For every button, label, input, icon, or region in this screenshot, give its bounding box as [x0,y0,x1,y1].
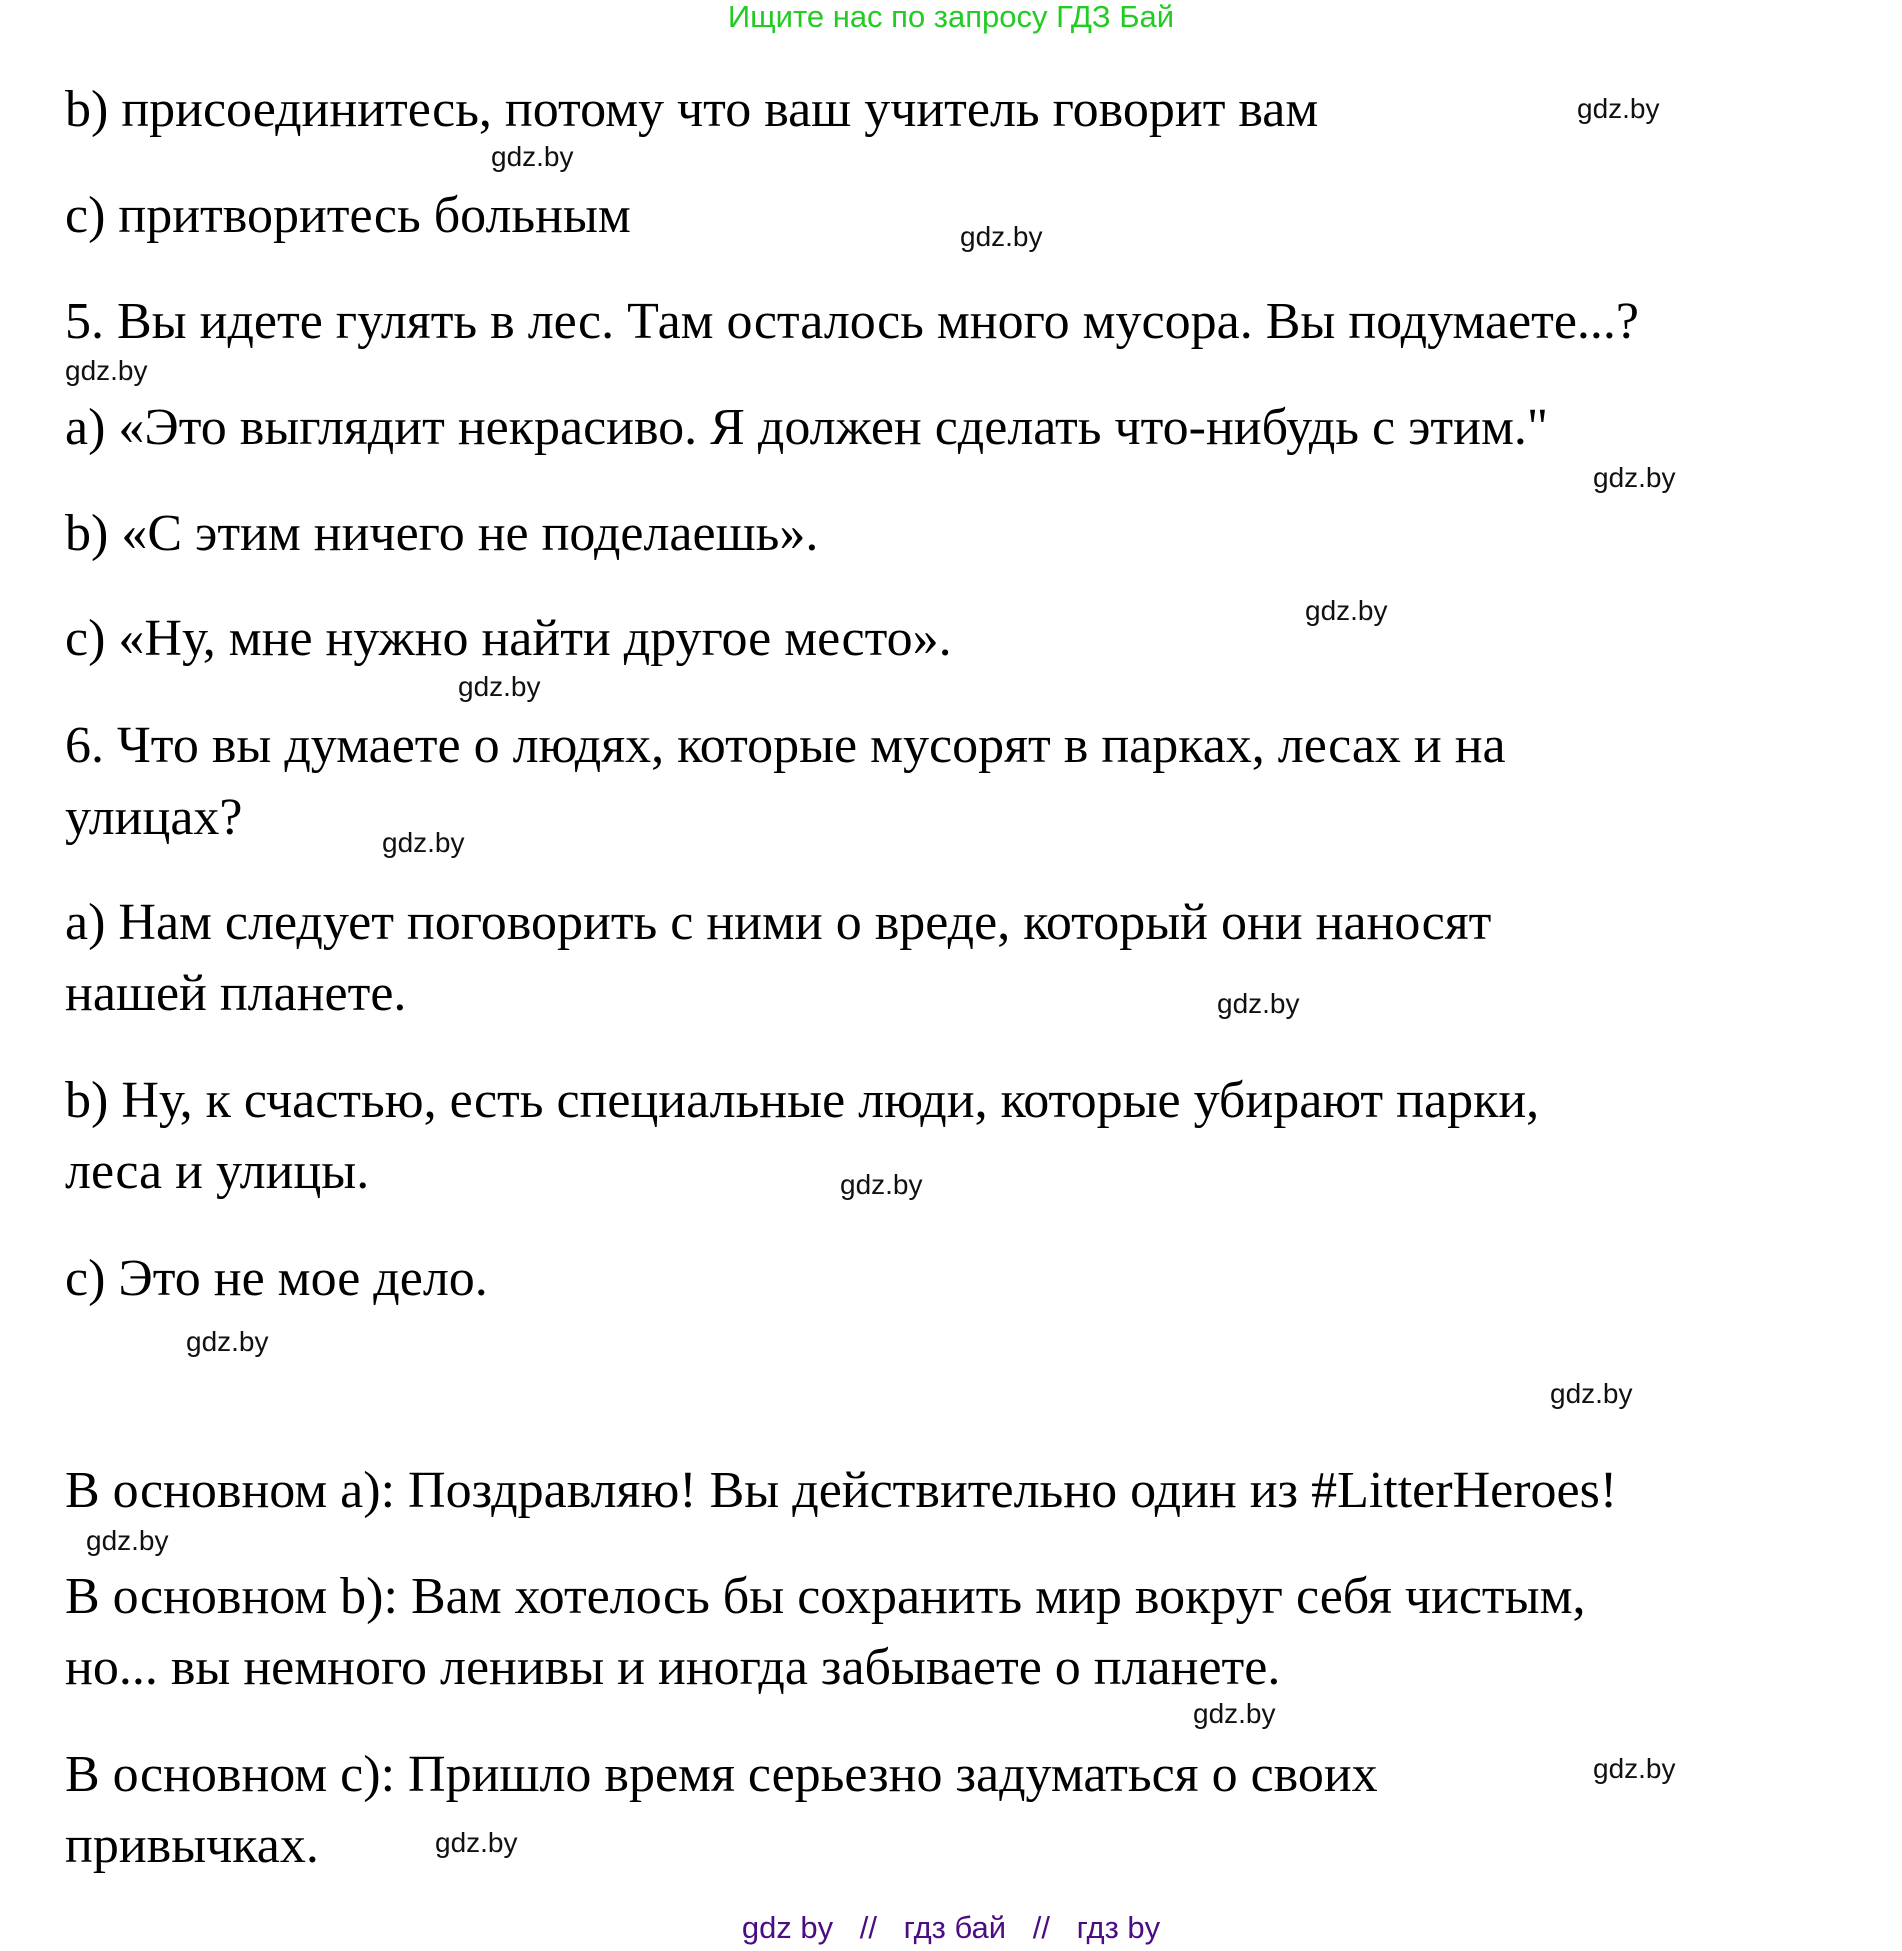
watermark: gdz.by [1577,93,1660,124]
watermark: gdz.by [86,1525,169,1556]
watermark: gdz.by [1193,1698,1276,1729]
answer-4b: b) присоединитесь, потому что ваш учитель говорит вам [65,81,1319,138]
result-c-line1: В основном c): Пришло время серьезно задуматься о своих [65,1746,1378,1803]
watermark: gdz.by [458,671,541,702]
watermark: gdz.by [1593,462,1676,493]
search-hint-banner: Ищите нас по запросу ГДЗ Бай [727,0,1175,34]
answer-6c: c) Это не мое дело. [65,1250,488,1307]
footer-link-gdz-by-cyr[interactable]: гдз by [1076,1910,1161,1945]
answer-5b: b) «С этим ничего не поделаешь». [65,505,819,562]
watermark: gdz.by [382,827,465,858]
answer-6b-line2: леса и улицы. [65,1143,370,1200]
answer-6b-line1: b) Ну, к счастью, есть специальные люди, которые убирают парки, [65,1072,1540,1129]
watermark: gdz.by [840,1169,923,1200]
footer-links [0,1910,1902,1946]
answer-5c: c) «Ну, мне нужно найти другое место». [65,610,952,667]
answer-4c: c) притворитесь больным [65,187,631,244]
watermark: gdz.by [435,1827,518,1858]
watermark: gdz.by [1593,1753,1676,1784]
watermark: gdz.by [65,355,148,386]
answer-6a-line1: a) Нам следует поговорить с ними о вреде, который они наносят [65,894,1492,951]
footer-link-gdz-by[interactable]: gdz by [741,1910,834,1945]
result-c-line2: привычках. [65,1817,319,1874]
question-5: 5. Вы идете гулять в лес. Там осталось много мусора. Вы подумаете...? [65,293,1640,350]
footer-separator: // [859,1910,878,1945]
watermark: gdz.by [491,141,574,172]
question-6-line2: улицах? [65,789,243,846]
footer-link-gdz-bai[interactable]: гдз бай [903,1910,1007,1945]
result-b-line1: В основном b): Вам хотелось бы сохранить мир вокруг себя чистым, [65,1568,1586,1625]
watermark: gdz.by [186,1326,269,1357]
watermark: gdz.by [1550,1378,1633,1409]
watermark: gdz.by [960,221,1043,252]
question-6-line1: 6. Что вы думаете о людях, которые мусорят в парках, лесах и на [65,717,1506,774]
answer-6a-line2: нашей планете. [65,965,407,1022]
answer-5a: a) «Это выглядит некрасиво. Я должен сделать что-нибудь с этим." [65,399,1549,456]
result-b-line2: но... вы немного ленивы и иногда забываете о планете. [65,1639,1281,1696]
watermark: gdz.by [1217,988,1300,1019]
footer-separator: // [1032,1910,1050,1945]
watermark: gdz.by [1305,595,1388,626]
result-a: В основном a): Поздравляю! Вы действительно один из #LitterHeroes! [65,1462,1618,1519]
